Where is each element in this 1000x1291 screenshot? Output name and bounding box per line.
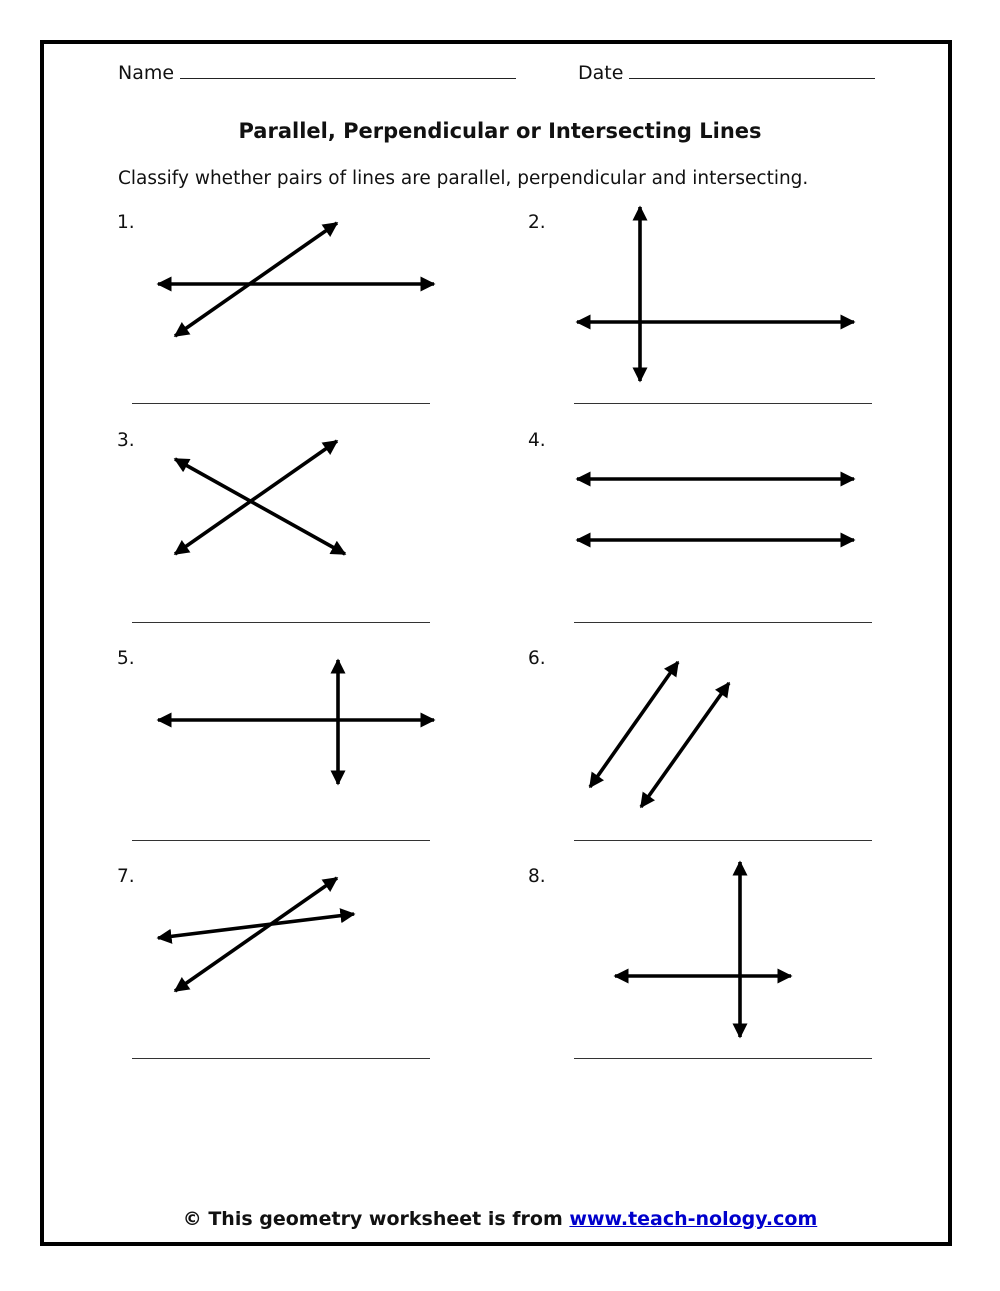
diagram-4 <box>577 479 854 540</box>
problem-number-3: 3. <box>117 430 135 451</box>
footer-link[interactable]: www.teach-nology.com <box>569 1208 818 1230</box>
date-label: Date <box>578 62 624 84</box>
diagram-8 <box>615 862 791 1037</box>
name-label: Name <box>118 62 175 84</box>
diagram-5 <box>158 660 434 784</box>
page-title: Parallel, Perpendicular or Intersecting Lines <box>238 119 762 143</box>
problem-number-2: 2. <box>528 212 546 233</box>
diagram-6 <box>590 662 729 807</box>
problem-number-4: 4. <box>528 430 546 451</box>
footer-text: © This geometry worksheet is from <box>182 1208 563 1230</box>
diagram-3-line-a <box>175 459 345 554</box>
diagram-1 <box>158 223 434 336</box>
diagram-2 <box>577 207 854 381</box>
diagram-3 <box>175 441 345 554</box>
instructions: Classify whether pairs of lines are parallel, perpendicular and intersecting. <box>118 168 809 189</box>
footer <box>0 1208 1000 1230</box>
diagram-1-line-b <box>175 223 337 336</box>
diagram-7 <box>158 878 354 991</box>
diagram-6-line-a <box>590 662 678 787</box>
problem-number-8: 8. <box>528 866 546 887</box>
problem-number-1: 1. <box>117 212 135 233</box>
problem-number-6: 6. <box>528 648 546 669</box>
problem-number-5: 5. <box>117 648 135 669</box>
diagram-6-line-b <box>641 683 729 807</box>
problem-number-7: 7. <box>117 866 135 887</box>
